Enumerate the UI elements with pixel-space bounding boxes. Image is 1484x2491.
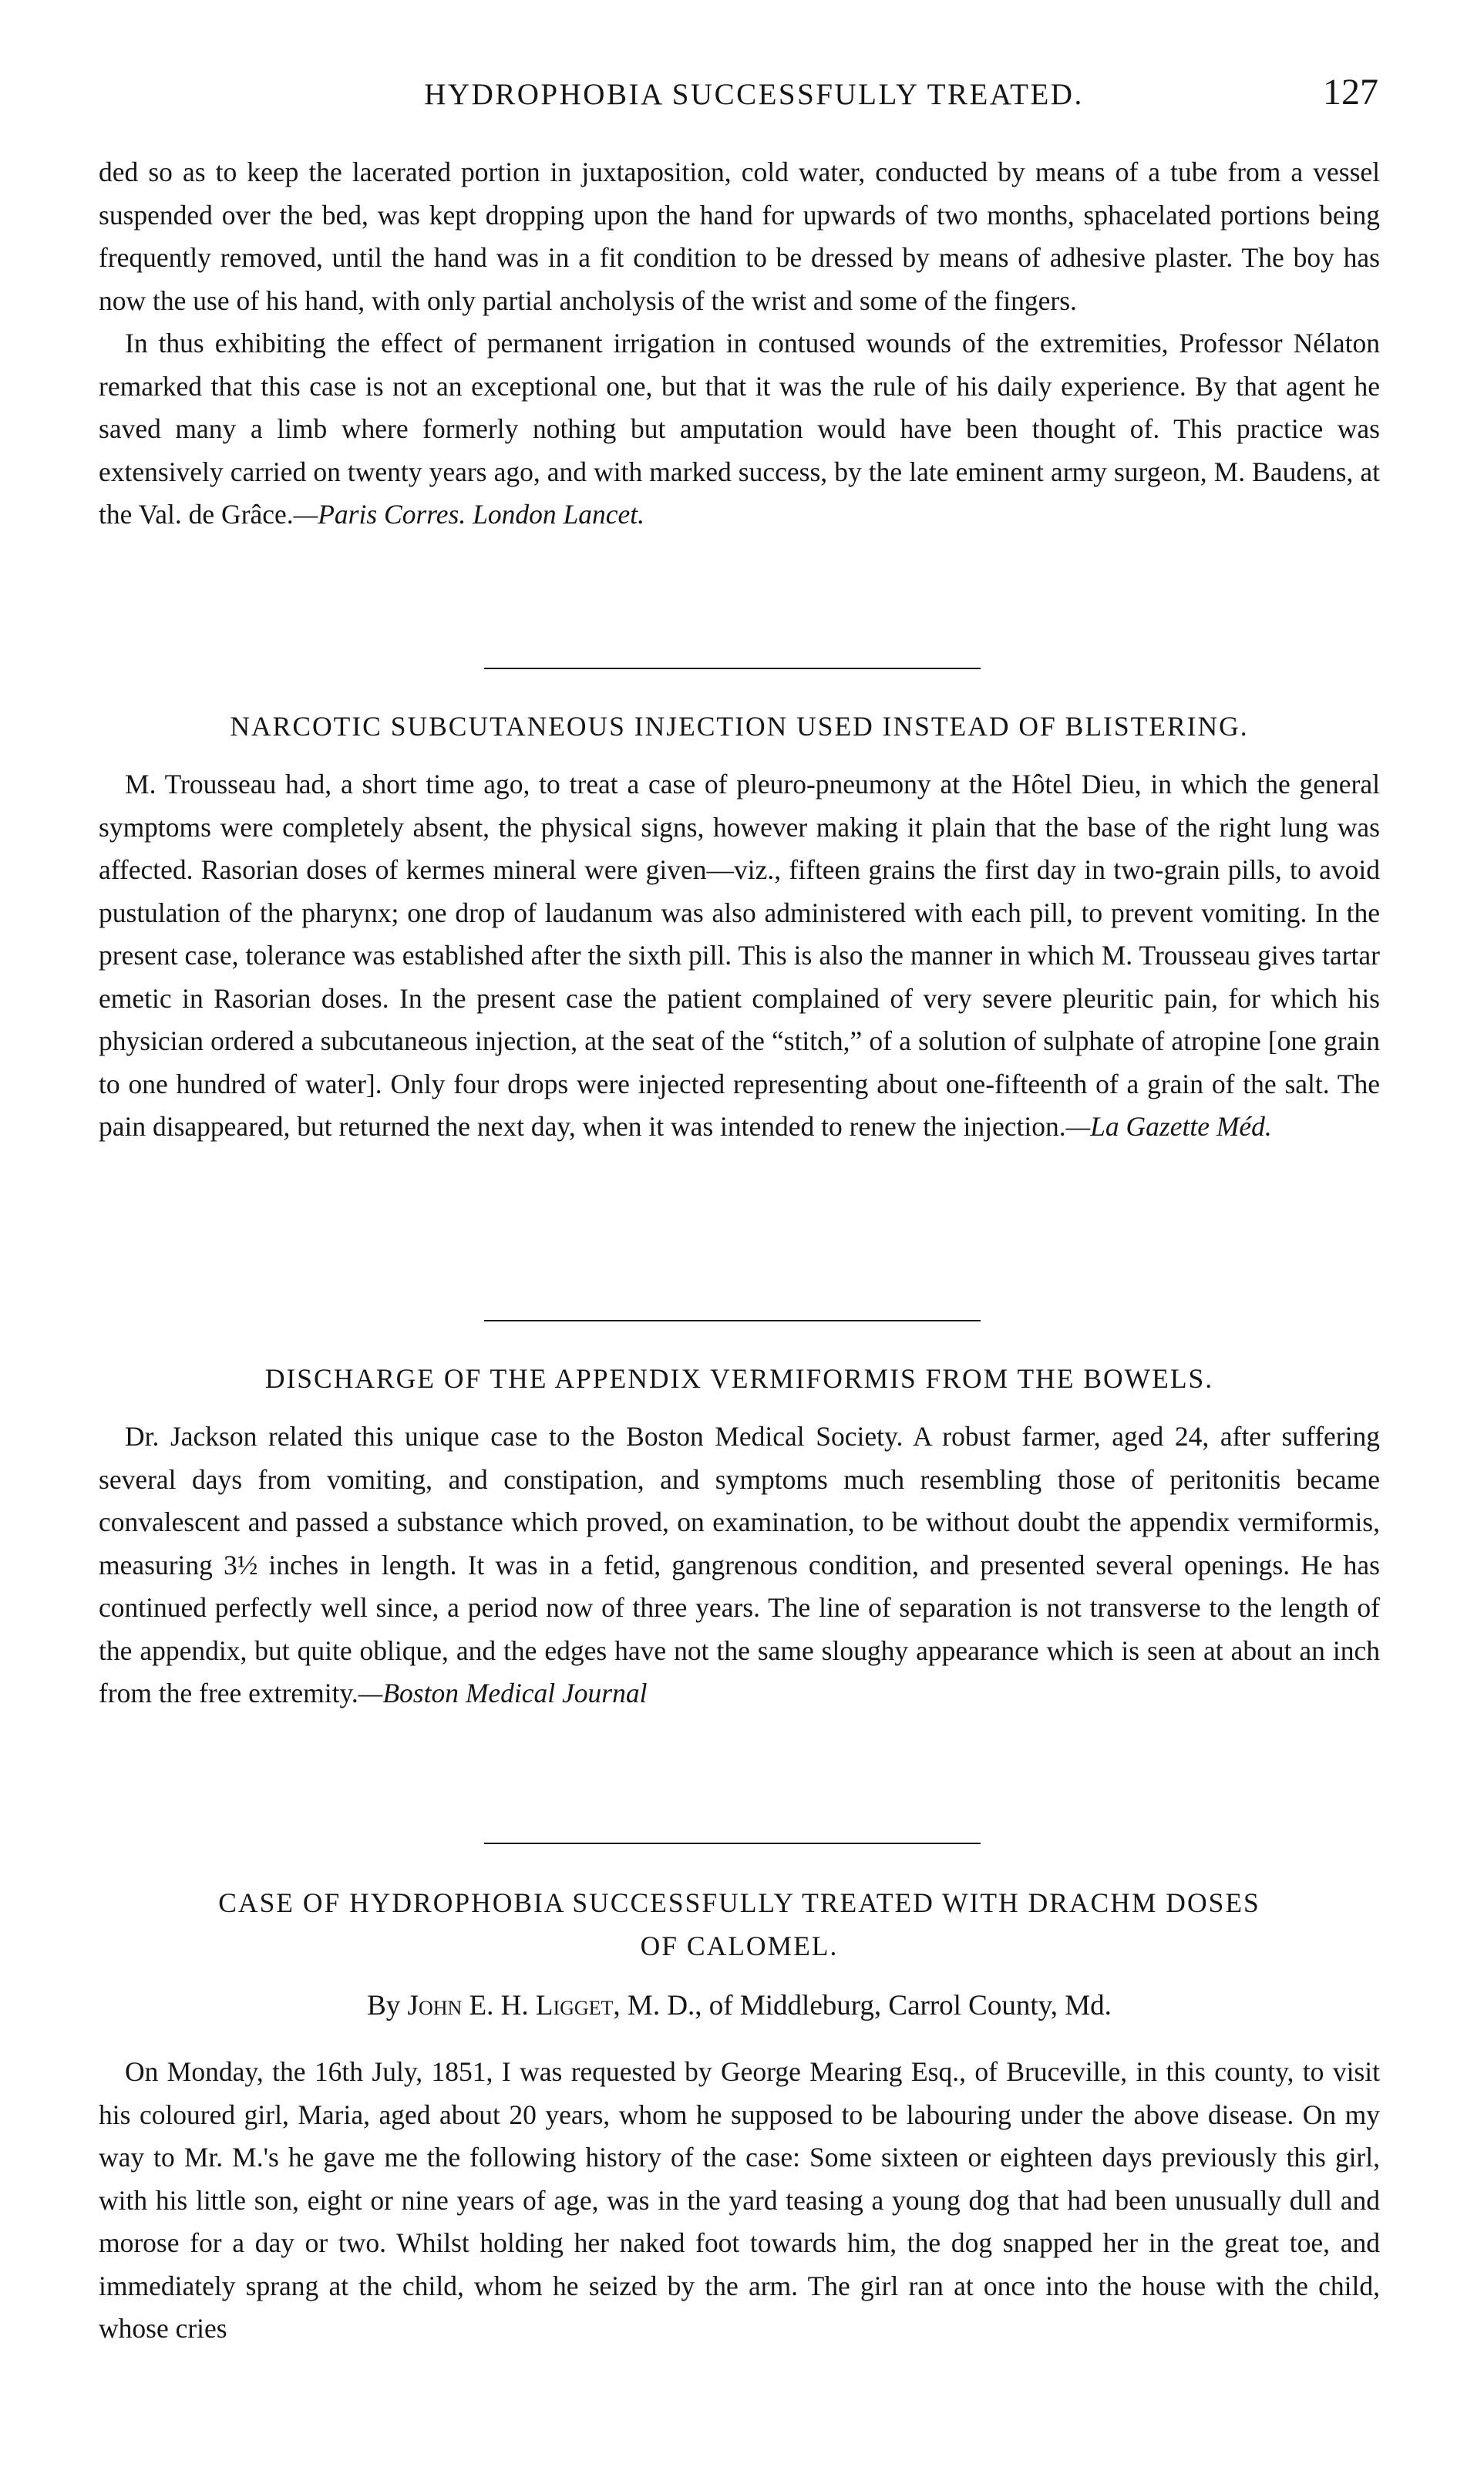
article-3-title-line-1: CASE OF HYDROPHOBIA SUCCESSFULLY TREATED WITH DRACHM DOSES — [218, 1887, 1260, 1918]
continuation-text — [99, 151, 1380, 537]
article-2-source: —Boston Medical Journal — [358, 1678, 648, 1708]
continuation-source: —Paris Corres. London Lancet. — [293, 499, 644, 530]
running-head — [99, 71, 1378, 125]
section-divider-1 — [484, 668, 981, 669]
running-title: HYDROPHOBIA SUCCESSFULLY TREATED. — [424, 78, 1084, 111]
article-3-title-line-2: OF CALOMEL. — [640, 1931, 839, 1961]
byline-affiliation: , M. D., of Middleburg, Carrol County, Md. — [613, 1990, 1112, 2021]
article-2-body — [99, 1415, 1380, 1715]
article-3-byline — [99, 1989, 1380, 2022]
article-2-paragraph — [99, 1415, 1380, 1715]
continuation-paragraph-1: ded so as to keep the lacerated portion in juxtaposition, cold water, conducted by means of a tube from a vessel suspended over the bed, was kept dropping upon the hand for upwards of two months, sphacelated portions being frequently removed, until the hand was in a fit condition to be dressed by means of adhesive plaster. The boy has now the use of his hand, with only partial ancholysis of the wrist and some of the fingers. — [99, 157, 1380, 316]
section-divider-3 — [484, 1843, 981, 1844]
article-1-text: M. Trousseau had, a short time ago, to treat a case of pleuro-pneumony at the Hôtel Dieu, in which the general symptoms were completely absent, the physical signs, however making it plain that the base of the right lung was affected. Rasorian doses of kermes mineral were given—viz., fifteen grains the first day in two-grain pills, to avoid pustulation of the pharynx; one drop of laudanum was also administered with each pill, to prevent vomiting. In the present case, tolerance was established after the sixth pill. This is also the manner in which M. Trousseau gives tartar emetic in Rasorian doses. In the present case the patient complained of very severe pleuritic pain, for which his physician ordered a subcutaneous injection, at the seat of the “stitch,” of a solution of sulphate of atropine [one grain to one hundred of water]. Only four drops were injected representing about one-fifteenth of a grain of the salt. The pain disappeared, but returned the next day, when it was intended to renew the injection. — [99, 769, 1380, 1142]
continuation-paragraph-2-text: In thus exhibiting the effect of permanent irrigation in contused wounds of the extremities, Professor Nélaton remarked that this case is not an exceptional one, but that it was the rule of his daily experience. By that agent he saved many a limb where formerly nothing but amputation would have been thought of. This practice was extensively carried on twenty years ago, and with marked success, by the late eminent army surgeon, M. Baudens, at the Val. de Grâce. — [99, 328, 1380, 530]
continuation-paragraph-2 — [99, 322, 1380, 537]
article-3-title — [99, 1881, 1380, 1968]
article-3-paragraph: On Monday, the 16th July, 1851, I was requested by George Mearing Esq., of Bruceville, in this county, to visit his coloured girl, Maria, aged about 20 years, whom he supposed to be labouring under the above disease. On my way to Mr. M.'s he gave me the following history of the case: Some sixteen or eighteen days previously this girl, with his little son, eight or nine years of age, was in the yard teasing a young dog that had been unusually dull and morose for a day or two. Whilst holding her naked foot towards him, the dog snapped her in the great toe, and immediately sprang at the child, whom he seized by the arm. The girl ran at once into the house with the child, whose cries — [99, 2056, 1380, 2344]
article-3-body — [99, 2051, 1380, 2351]
byline-author: John E. H. Ligget — [407, 1990, 614, 2021]
article-1-body — [99, 763, 1380, 1149]
page-number: 127 — [1323, 72, 1378, 113]
article-2-title: DISCHARGE OF THE APPENDIX VERMIFORMIS FROM THE BOWELS. — [264, 1363, 1214, 1394]
article-2-text: Dr. Jackson related this unique case to the Boston Medical Society. A robust farmer, aged 24, after suffering several days from vomiting, and constipation, and symptoms much resembling those of peritonitis became convalescent and passed a substance which proved, on examination, to be without doubt the appendix vermiformis, measuring 3½ inches in length. It was in a fetid, gangrenous condition, and presented several openings. He has continued perfectly well since, a period now of three years. The line of separation is not transverse to the length of the appendix, but quite oblique, and the edges have not the same sloughy appearance which is seen at about an inch from the free extremity. — [99, 1421, 1380, 1708]
article-1-title: NARCOTIC SUBCUTANEOUS INJECTION USED INSTEAD OF BLISTERING. — [230, 711, 1249, 742]
article-1-source: —La Gazette Méd. — [1065, 1111, 1272, 1142]
article-1-paragraph — [99, 763, 1380, 1149]
section-divider-2 — [484, 1320, 981, 1321]
byline-prefix: By — [367, 1990, 401, 2021]
